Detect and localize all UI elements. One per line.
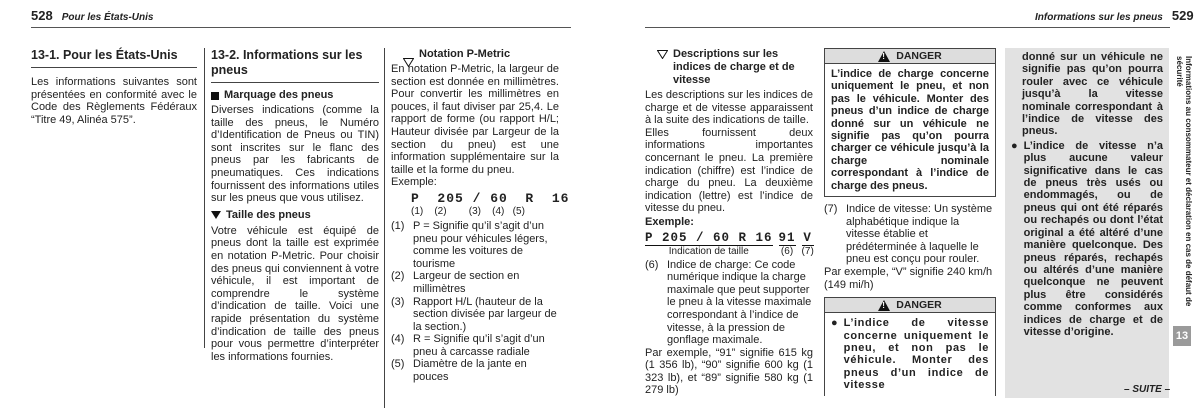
warning-triangle-icon xyxy=(878,300,890,311)
column-divider xyxy=(384,48,385,408)
right-header-rule xyxy=(645,27,1170,28)
chapter-side-title: Informations au consommateur et déclaration en cas de défaut de sécurité xyxy=(1175,56,1193,307)
danger-box-2 xyxy=(824,313,996,395)
right-column-1 xyxy=(645,48,813,397)
list-text: Diamètre de la jante en pouces xyxy=(413,358,527,384)
list-item xyxy=(391,358,559,383)
list-number: (5) xyxy=(391,358,405,371)
square-bullet-icon xyxy=(211,92,219,100)
size-indication-caption: Indication de taille xyxy=(668,245,749,257)
right-page-number: 529 xyxy=(1171,8,1194,23)
example-block xyxy=(391,190,570,217)
list-text: Indice de charge: Ce code numérique indique la charge maximale que peut supporter le pneu à la vitesse maximale correspondant à l’indice de vitesse, à la pression de gonflage maximale. xyxy=(667,258,812,347)
section-13-2-heading: 13-2. Informations sur les pneus xyxy=(211,48,363,77)
tire-marking-body: Diverses indications (comme la taille des pneus, le Numéro d’Identification de Pneus ou TIN) sont inscrites sur le flanc des pneus par les fabricants de pneumatiques. Ces indications fournissent des informations utiles sur les pneus que vous utilisez. xyxy=(211,104,379,205)
tire-size-title: Taille des pneus xyxy=(226,208,311,221)
indices-title: Descriptions sur les indices de charge et de vitesse xyxy=(673,48,795,86)
left-page-number: 528 xyxy=(31,8,53,23)
right-page-header xyxy=(1035,8,1194,23)
danger-continuation xyxy=(1005,48,1169,338)
danger-header-2 xyxy=(824,297,996,313)
heading-rule xyxy=(211,82,379,83)
triangle-down-icon xyxy=(211,211,221,219)
danger-text-2-continued: donné sur un véhicule ne signifie pas qu’on pourra rouler avec ce véhicule jusqu’à la vitesse nominale correspondant à l’indice de vitesse des pneus. xyxy=(1022,51,1163,138)
example-speed-index: V xyxy=(803,230,812,245)
indices-subheading xyxy=(645,48,813,87)
list-number: (3) xyxy=(391,295,405,308)
list-item xyxy=(391,270,559,295)
bullet-icon: ● xyxy=(1011,139,1018,152)
list-text: Rapport H/L (hauteur de la section divisée par largeur de la section.) xyxy=(413,295,557,333)
p-metric-list xyxy=(391,220,559,384)
p-metric-subheading xyxy=(391,48,559,61)
danger-label: DANGER xyxy=(896,299,942,312)
tire-marking-subheading xyxy=(211,89,379,102)
list-text: P = Signifie qu’il s’agit d’un pneu pour véhicules légers, comme les voitures de tourisme xyxy=(413,219,548,270)
list-number: (7) xyxy=(824,203,838,216)
warning-triangle-icon xyxy=(878,51,890,62)
example-load-index: 91 xyxy=(778,230,796,245)
list-number: (1) xyxy=(391,219,405,232)
example-label: Exemple: xyxy=(645,215,694,228)
right-column-2 xyxy=(824,48,996,396)
section-13-1-body: Les informations suivantes sont présentées en conformité avec le Code des Règlements Fédéraux “Titre 49, Alinéa 575”. xyxy=(31,76,197,126)
load-speed-example xyxy=(645,231,813,257)
tire-size-subheading xyxy=(211,209,379,222)
list-item xyxy=(391,333,559,358)
tire-size-body: Votre véhicule est équipé de pneus dont la taille est exprimée en notation P-Metric. Pour choisir des pneus qui conviennent à votre véhicule, il est important de comprendre le système d’indication de taille. Voici une rapide présentation du système d’indication de taille des pneus pour vous permettre d’interpréter les informations fournies. xyxy=(211,224,379,363)
chapter-tab: 13 xyxy=(1173,326,1191,346)
danger-box-1 xyxy=(824,64,996,197)
list-item-6 xyxy=(645,259,813,347)
left-column-1 xyxy=(31,48,197,126)
danger-header-1 xyxy=(824,48,996,64)
section-13-1-heading: 13-1. Pour les États-Unis xyxy=(31,48,178,62)
list-item xyxy=(391,220,559,270)
load-index-example-paragraph: Par exemple, “91” signifie 615 kg (1 356 lb), “90” signifie 600 kg (1 323 lb), et “89” signifie 580 kg (1 279 lb) xyxy=(645,346,813,397)
right-section-title: Informations sur les pneus xyxy=(1035,12,1163,23)
list-number: (2) xyxy=(391,270,405,283)
bullet-icon: ● xyxy=(831,317,838,330)
left-header-rule xyxy=(31,27,571,28)
list-item xyxy=(391,296,559,334)
danger-text-2: L’indice de vitesse concerne uniquement le pneu, et non pas le véhicule. Monter des pneus d’un indice de vitesse xyxy=(843,317,989,392)
list-text: Largeur de section en millimètres xyxy=(413,270,520,295)
danger-bullet-text: L’indice de vitesse n’a plus aucune valeur significative dans le cas de pneus très usés ou endommagés, ou de pneus qui ont été réparés ou rechapés ou dont l’état original a été altéré d’une manière quelconque. Des pneus réparés, rechapés ou altérés d’une manière quelconque ne peuvent plus être considérés comme conformes aux indices de charge et de vitesse d’origine. xyxy=(1023,139,1163,338)
left-page-header xyxy=(31,8,153,23)
heading-rule xyxy=(31,67,197,68)
list-item-7 xyxy=(824,203,996,266)
list-number: (6) xyxy=(645,258,659,271)
danger-bullet-item xyxy=(1011,140,1163,339)
left-column-3 xyxy=(391,48,570,384)
danger-text-1: L’indice de charge concerne uniquement le pneu, et non pas le véhicule. Monter des pneus d’un indice de charge donné sur un véhicule ne signifie pas qu’on pourra charger ce véhicule jusqu’à la charge nominale correspondant à l’indice de charge des pneus. xyxy=(831,68,989,192)
list-text: Indice de vitesse: Un système alphabétique indique la vitesse établie et prédéterminée à laquelle le pneu est conçu pour rouler. xyxy=(846,203,993,266)
list-text: R = Signifie qu’il s’agit d’un pneu à carcasse radiale xyxy=(413,333,545,358)
example-size-code: P 205 / 60 R 16 xyxy=(645,230,773,245)
triangle-outline-icon xyxy=(657,50,668,59)
speed-index-example-paragraph: Par exemple, “V” signifie 240 km/h (149 mi/h) xyxy=(824,266,993,291)
list-number: (4) xyxy=(391,333,405,346)
column-divider xyxy=(204,48,205,348)
example-label: Exemple: xyxy=(391,176,437,189)
tire-marking-title: Marquage des pneus xyxy=(224,89,334,101)
p-metric-title: Notation P-Metric xyxy=(419,48,511,60)
triangle-outline-icon xyxy=(403,51,413,59)
indices-body-1: Les descriptions sur les indices de charge et de vitesse apparaissent à la suite des indications de taille. xyxy=(645,89,813,127)
continued-footer: – SUITE – xyxy=(1124,384,1171,395)
load-index-number: (6) xyxy=(780,245,794,257)
left-column-2 xyxy=(211,48,379,363)
load-index-block xyxy=(779,231,796,257)
right-column-3 xyxy=(1005,48,1169,398)
p-metric-body: En notation P-Metric, la largeur de section est donnée en millimètres. Pour convertir les millimètres en pouces, il faut diviser par 25,4. Le rapport de forme (ou rapport H/L; Hauteur divisée par Largeur de la section du pneu) est une information supplémentaire sur la taille et la forme du pneu. xyxy=(391,63,559,176)
indices-body-2: Elles fournissent deux informations importantes concernant le pneu. La première indication (chiffre) est l’indice de charge du pneu. La deuxième indication (lettre) est l’indice de vitesse du pneu. xyxy=(645,126,813,215)
size-indication-block xyxy=(645,231,773,257)
left-section-title: Pour les États-Unis xyxy=(61,12,154,23)
speed-index-number: (7) xyxy=(801,245,814,257)
example-position-numbers: (1) (2) (3) (4) (5) xyxy=(411,205,525,217)
example-tire-code: P 205 / 60 R 16 xyxy=(411,190,570,206)
speed-index-block xyxy=(802,231,814,257)
danger-label: DANGER xyxy=(896,50,942,62)
